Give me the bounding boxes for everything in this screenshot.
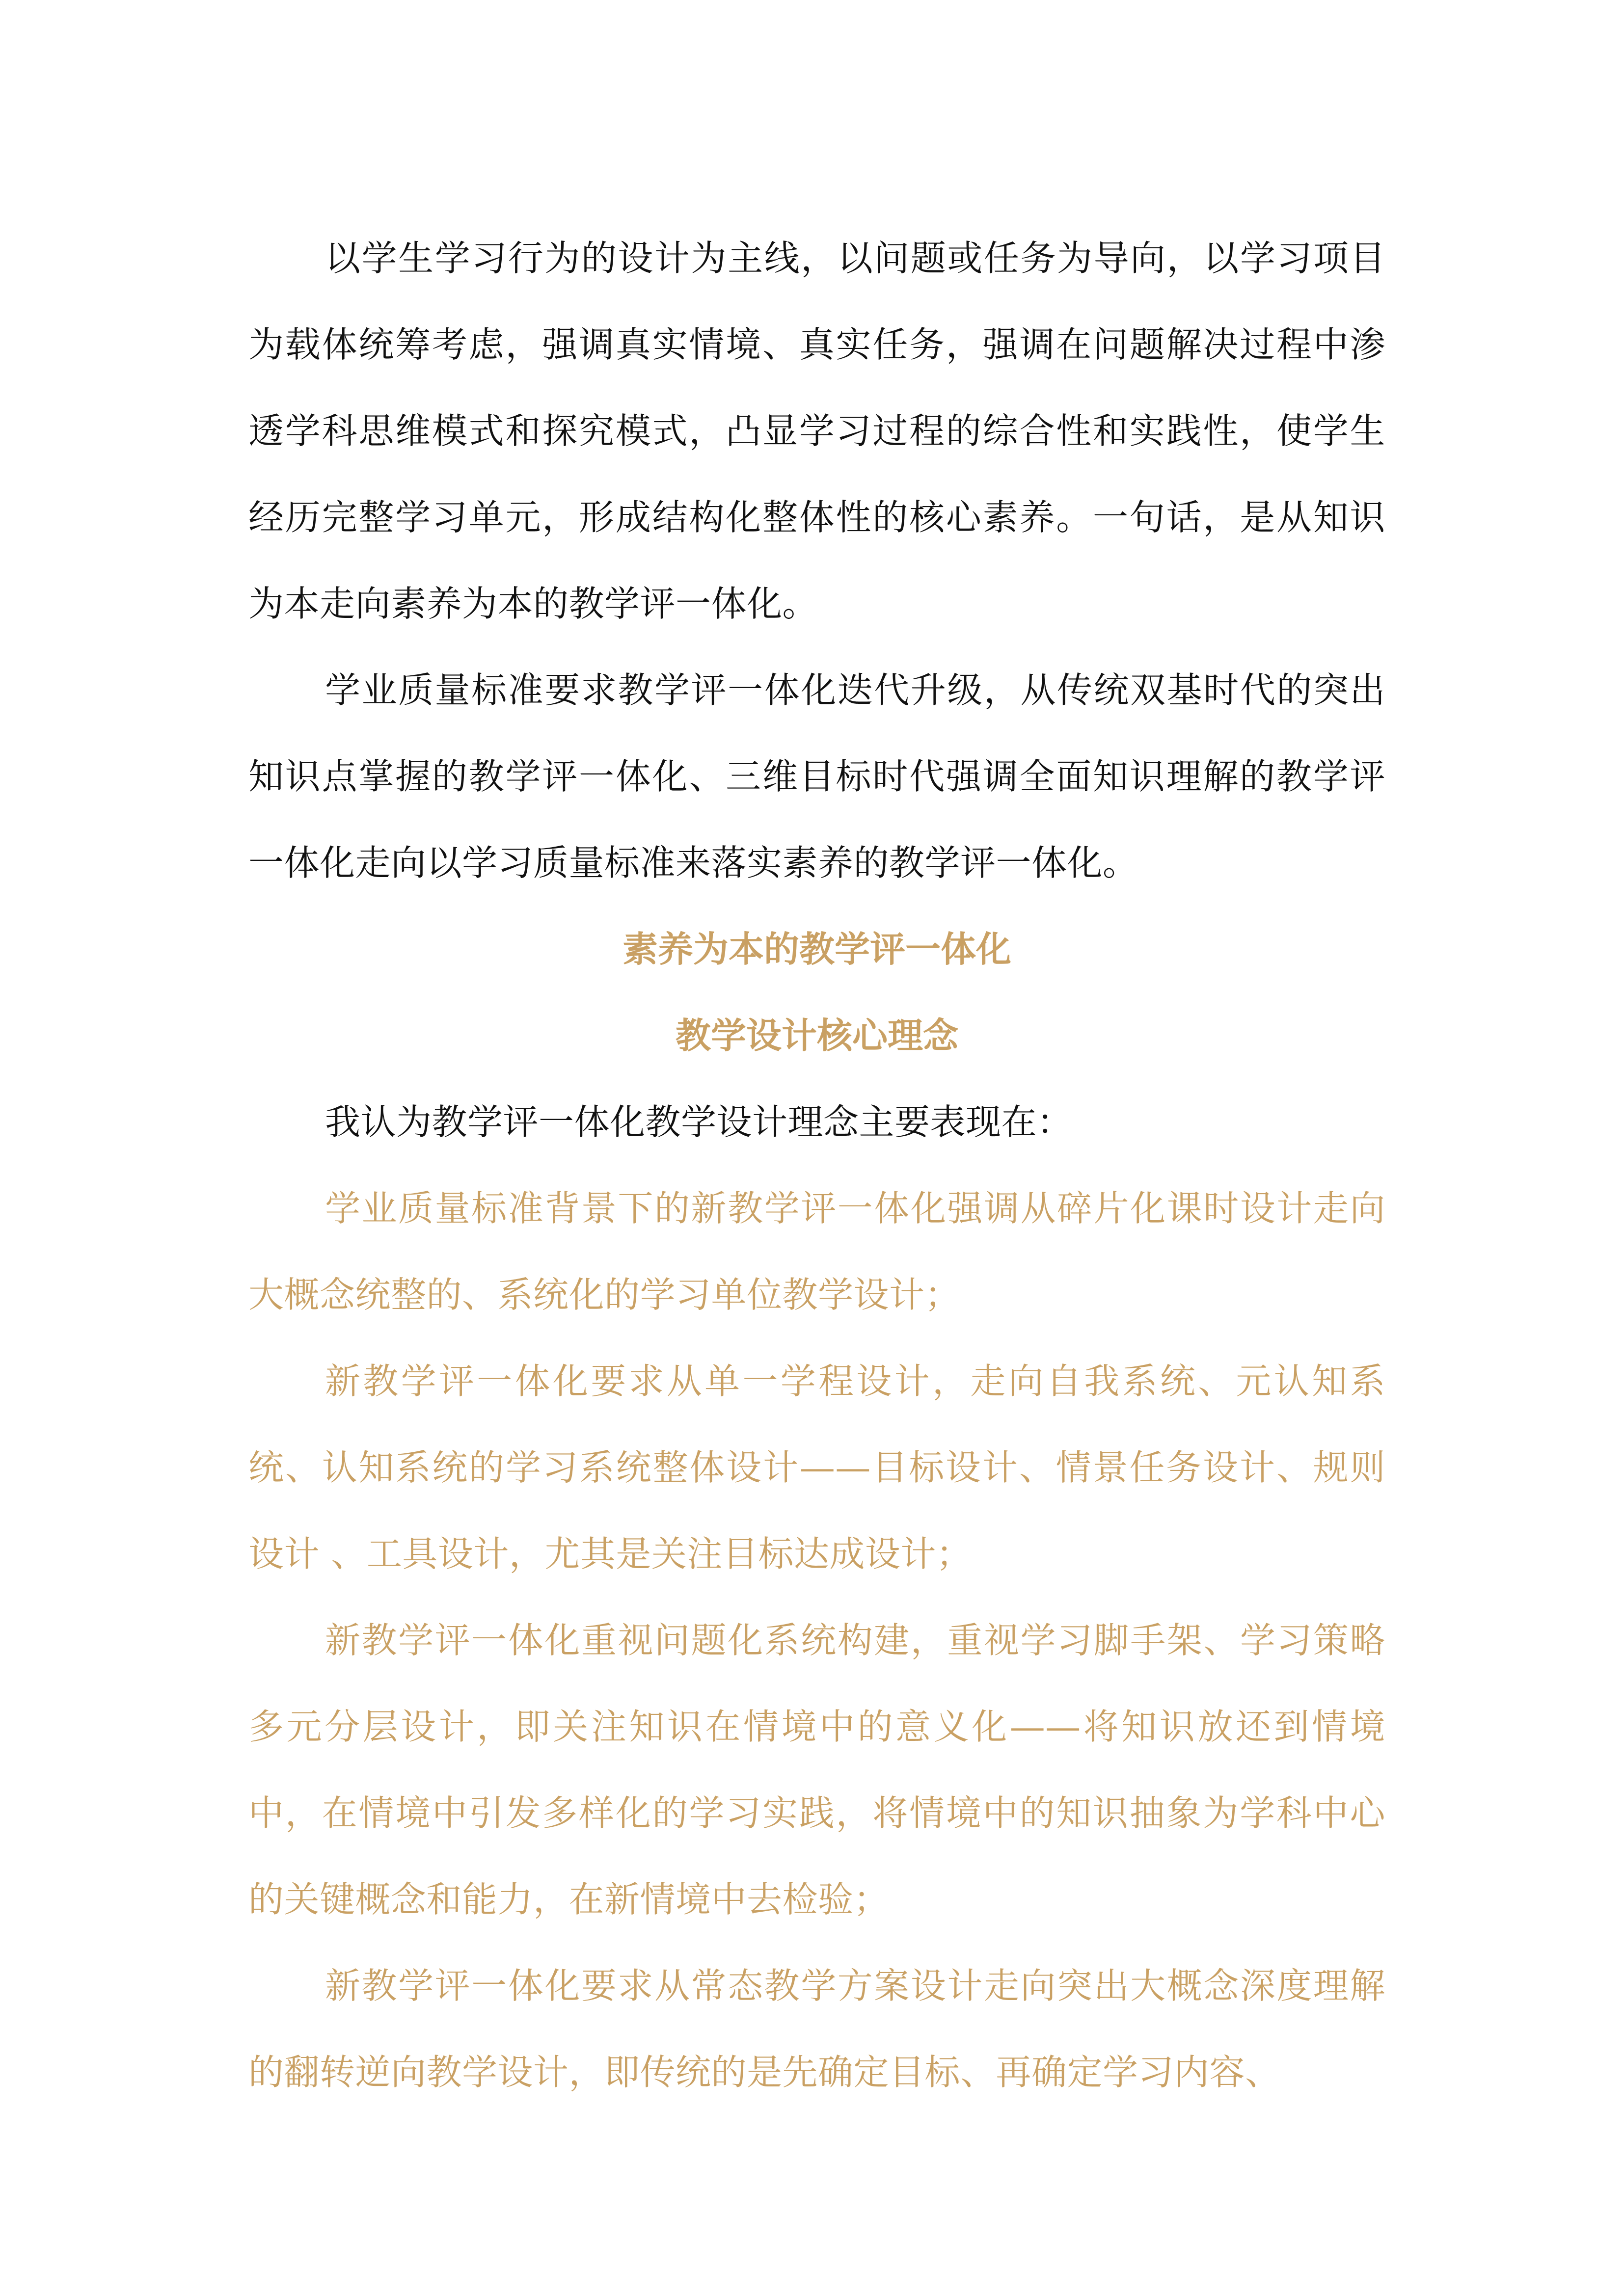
document-body bbox=[248, 215, 1385, 2115]
point-paragraph-2: 新教学评一体化要求从单一学程设计，走向自我系统、元认知系统、认知系统的学习系统整体设计——目标设计、情景任务设计、规则设计 、工具设计，尤其是关注目标达成设计； bbox=[248, 1361, 1385, 1575]
point-paragraph-4: 新教学评一体化要求从常态教学方案设计走向突出大概念深度理解的翻转逆向教学设计，即传统的是先确定目标、再确定学习内容、 bbox=[248, 1965, 1385, 2093]
section-heading-line-2: 教学设计核心理念 bbox=[675, 1015, 958, 1056]
intro-paragraph-2: 学业质量标准要求教学评一体化迭代升级，从传统双基时代的突出知识点掌握的教学评一体化、三维目标时代强调全面知识理解的教学评一体化走向以学习质量标准来落实素养的教学评一体化。 bbox=[248, 669, 1385, 883]
section-heading-line-1: 素养为本的教学评一体化 bbox=[622, 928, 1011, 970]
lead-sentence: 我认为教学评一体化教学设计理念主要表现在： bbox=[325, 1101, 1073, 1143]
point-paragraph-1: 学业质量标准背景下的新教学评一体化强调从碎片化课时设计走向大概念统整的、系统化的学习单位教学设计； bbox=[248, 1188, 1385, 1315]
point-paragraph-3: 新教学评一体化重视问题化系统构建，重视学习脚手架、学习策略多元分层设计，即关注知识在情境中的意义化——将知识放还到情境中，在情境中引发多样化的学习实践，将情境中的知识抽象为学科中心的关键概念和能力，在新情境中去检验； bbox=[248, 1620, 1385, 1920]
intro-paragraph-1: 以学生学习行为的设计为主线，以问题或任务为导向，以学习项目为载体统筹考虑，强调真实情境、真实任务，强调在问题解决过程中渗透学科思维模式和探究模式，凸显学习过程的综合性和实践性，使学生经历完整学习单元，形成结构化整体性的核心素养。一句话，是从知识为本走向素养为本的教学评一体化。 bbox=[248, 238, 1385, 624]
